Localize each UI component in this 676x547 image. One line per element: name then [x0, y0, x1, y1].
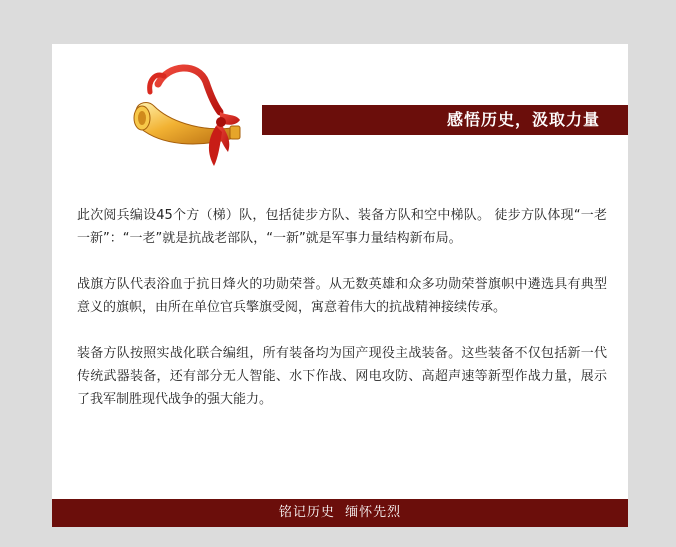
article-body — [77, 204, 607, 434]
footer-banner: 铭记历史 缅怀先烈 — [52, 499, 628, 527]
paragraph-1: 此次阅兵编设45个方（梯）队，包括徒步方队、装备方队和空中梯队。 徒步方队体现“一老一新”：“一老”就是抗战老部队，“一新”就是军事力量结构新布局。 — [77, 208, 607, 246]
horn-with-ribbon-icon — [128, 62, 248, 172]
article-card — [52, 44, 628, 527]
banner-title: 感悟历史，汲取力量 — [446, 110, 600, 129]
paragraph-2: 战旗方队代表浴血于抗日烽火的功勋荣誉。从无数英雄和众多功勋荣誉旗帜中遴选具有典型意义的旗帜，由所在单位官兵擎旗受阅，寓意着伟大的抗战精神接续传承。 — [77, 277, 607, 315]
paragraph-3: 装备方队按照实战化联合编组，所有装备均为国产现役主战装备。这些装备不仅包括新一代传统武器装备，还有部分无人智能、水下作战、网电攻防、高超声速等新型作战力量，展示了我军制胜现代战争的强大能力。 — [77, 346, 607, 407]
header-banner — [262, 105, 628, 135]
